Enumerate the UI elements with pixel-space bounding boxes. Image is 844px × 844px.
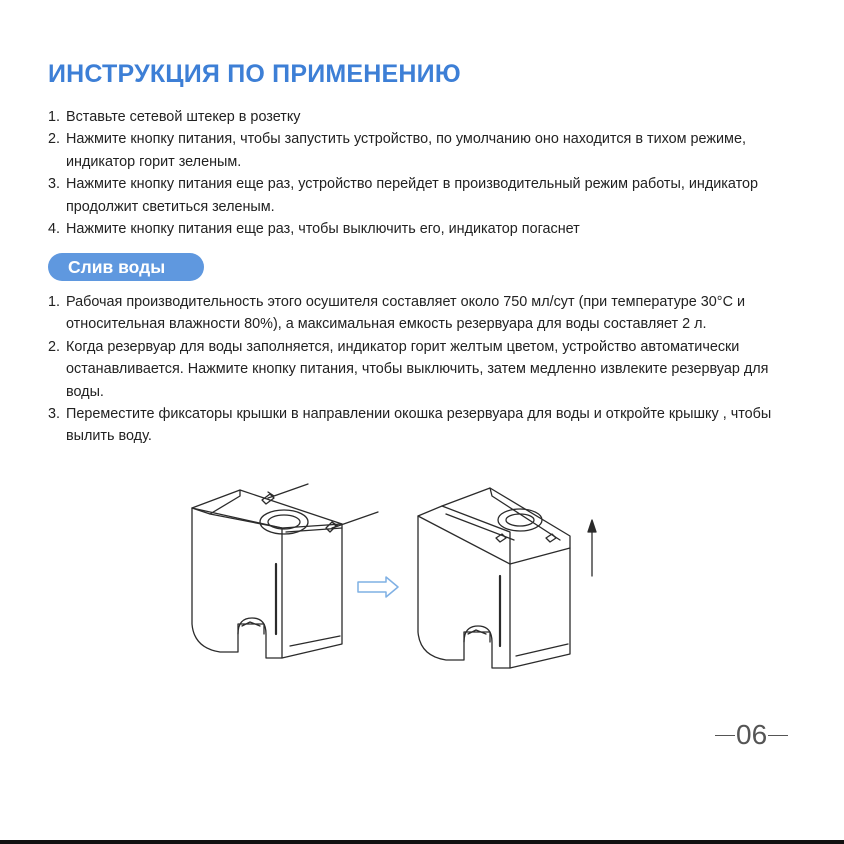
item-number: 1.: [48, 109, 61, 125]
item-number: 2.: [48, 338, 61, 355]
item-number: 2.: [48, 131, 61, 148]
pointer-line: [338, 512, 378, 526]
page-number: [714, 719, 789, 751]
item-text: Переместите фиксаторы крышки в направлении окошка резервуара для воды и откройте крышку , чтобы вылить воду.: [66, 406, 772, 445]
page-title: ИНСТРУКЦИЯ ПО ПРИМЕНЕНИЮ: [48, 60, 461, 88]
item-text: Нажмите кнопку питания еще раз, чтобы выключить его, индикатор погаснет: [66, 221, 580, 238]
section-heading-badge: Слив воды: [48, 253, 204, 281]
drain-instruction-list: [48, 291, 788, 448]
bottom-border: [0, 840, 844, 844]
list-item: [48, 403, 788, 448]
list-item: [48, 218, 788, 240]
water-tank-illustration: [180, 476, 620, 686]
list-item: [48, 173, 788, 218]
item-number: 4.: [48, 221, 61, 238]
tank-open-lid: [418, 488, 570, 668]
instruction-list: [48, 106, 788, 240]
item-number: 1.: [48, 294, 61, 310]
item-text: Нажмите кнопку питания, чтобы запустить устройство, по умолчанию оно находится в тихом режиме, индикатор горит зеленым.: [66, 131, 746, 170]
list-item: [48, 106, 788, 128]
item-text: Нажмите кнопку питания еще раз, устройство перейдет в производительный режим работы, индикатор продолжит светиться зеленым.: [66, 176, 759, 215]
item-number: 3.: [48, 406, 61, 423]
item-text: Рабочая производительность этого осушителя составляет около 750 мл/сут (при температуре 30°С и относительная влажности 80%), а максимальная емкость резервуара для воды составляет 2 л.: [66, 294, 745, 333]
page-number-value: 06: [736, 719, 768, 750]
dash-left: [715, 735, 735, 736]
dash-right: [768, 735, 788, 736]
arrow-right-icon: [358, 577, 398, 597]
item-number: 3.: [48, 176, 61, 193]
list-item: [48, 128, 788, 173]
tank-closed-lid: [192, 490, 342, 658]
pointer-line: [274, 484, 308, 496]
list-item: [48, 291, 788, 336]
item-text: Вставьте сетевой штекер в розетку: [66, 109, 301, 125]
item-text: Когда резервуар для воды заполняется, индикатор горит желтым цветом, устройство автоматически останавливается. Нажмите кнопку питания, чтобы выключить, затем медленно извлеките резервуар для воды.: [66, 338, 769, 400]
list-item: [48, 336, 788, 403]
